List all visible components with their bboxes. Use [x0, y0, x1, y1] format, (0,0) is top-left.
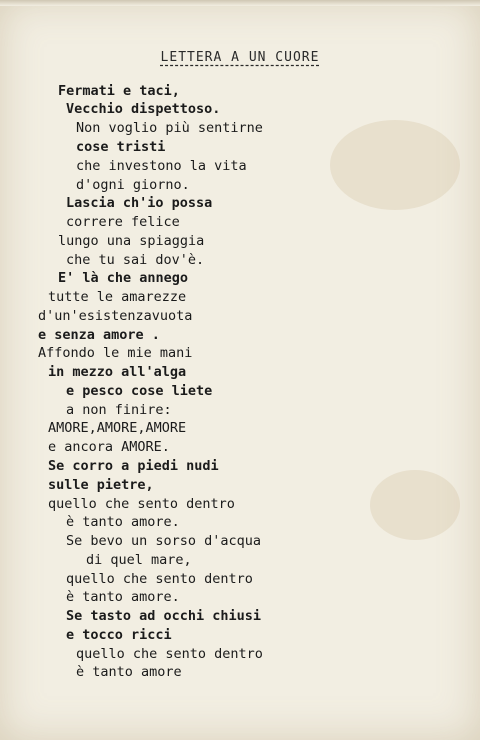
poem-line: AMORE,AMORE,AMORE: [48, 420, 187, 436]
poem-line: correre felice: [66, 214, 180, 230]
poem-line: e pesco cose liete: [66, 383, 213, 399]
poem-line: che investono la vita: [76, 158, 247, 174]
poem-line: Affondo le mie mani: [38, 345, 193, 361]
poem-line: è tanto amore: [76, 664, 182, 680]
poem-line: d'ogni giorno.: [76, 177, 190, 193]
poem-line: E' là che annego: [58, 270, 189, 286]
poem-line: e senza amore .: [38, 327, 160, 343]
paper-stain: [330, 120, 460, 210]
poem-line: Se tasto ad occhi chiusi: [66, 608, 262, 624]
paper-top-edge: [0, 0, 480, 6]
poem-line: Non voglio più sentirne: [76, 120, 263, 136]
poem-line: Vecchio dispettoso.: [66, 101, 221, 117]
poem-line: sulle pietre,: [48, 477, 154, 493]
poem-line: quello che sento dentro: [48, 496, 235, 512]
poem-line: in mezzo all'alga: [48, 364, 187, 380]
poem-line: cose tristi: [76, 139, 166, 155]
poem-title: LETTERA A UN CUORE: [160, 50, 320, 65]
poem-line: Se corro a piedi nudi: [48, 458, 219, 474]
poem-line: Se bevo un sorso d'acqua: [66, 533, 262, 549]
poem-line: lungo una spiaggia: [58, 233, 205, 249]
poem-line: è tanto amore.: [66, 589, 180, 605]
paper-stain: [370, 470, 460, 540]
poem-line: a non finire:: [66, 402, 172, 418]
poem-line: d'un'esistenzavuota: [38, 308, 193, 324]
poem-line: quello che sento dentro: [76, 646, 263, 662]
poem-line: è tanto amore.: [66, 514, 180, 530]
poem-line: e tocco ricci: [66, 627, 172, 643]
poem-line: Fermati e taci,: [58, 83, 180, 99]
poem-line: che tu sai dov'è.: [66, 252, 205, 268]
poem-line: tutte le amarezze: [48, 289, 187, 305]
poem-line: e ancora AMORE.: [48, 439, 170, 455]
poem-line: di quel mare,: [86, 552, 192, 568]
poem-line: Lascia ch'io possa: [66, 195, 213, 211]
poem-line: quello che sento dentro: [66, 571, 253, 587]
